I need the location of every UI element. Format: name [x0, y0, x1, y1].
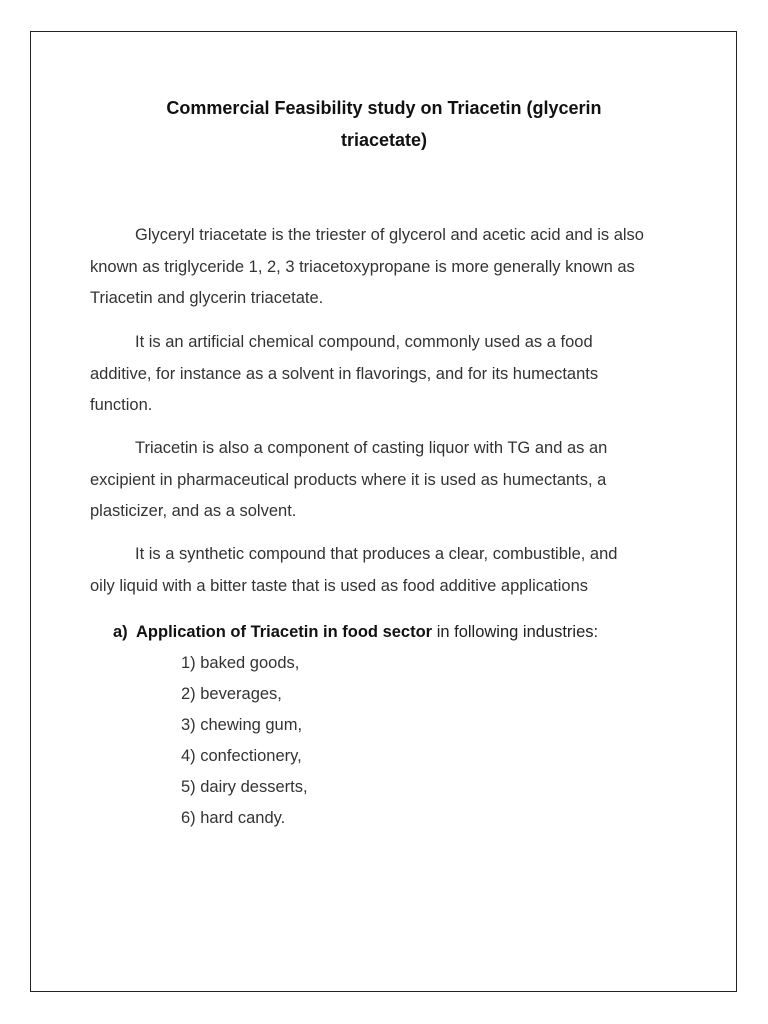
paragraph-artificial-compound	[90, 327, 690, 422]
paragraph-line: Glyceryl triacetate is the triester of glycerol and acetic acid and is also	[135, 226, 644, 244]
paragraph-line: excipient in pharmaceutical products where it is used as humectants, a	[90, 470, 607, 489]
document-title	[0, 92, 768, 156]
paragraph-line: known as triglyceride 1, 2, 3 triacetoxypropane is more generally known as	[90, 257, 635, 276]
paragraph-casting-liquor	[90, 433, 690, 528]
section-a-heading-rest: in following industries:	[432, 623, 599, 641]
paragraph-intro	[90, 220, 690, 315]
paragraph-line: Triacetin is also a component of casting liquor with TG and as an	[135, 439, 608, 457]
paragraph-line: Triacetin and glycerin triacetate.	[90, 289, 324, 307]
list-item: 1) baked goods,	[181, 654, 300, 672]
paragraph-line: oily liquid with a bitter taste that is used as food additive applications	[90, 576, 589, 595]
paragraph-line: It is a synthetic compound that produces a clear, combustible, and	[135, 545, 618, 563]
section-a-heading-bold: Application of Triacetin in food sector	[136, 623, 433, 641]
section-a-marker: a)	[113, 623, 128, 641]
paragraph-synthetic-compound	[90, 539, 690, 602]
list-item: 6) hard candy.	[181, 809, 286, 827]
paragraph-line: additive, for instance as a solvent in flavorings, and for its humectants	[90, 364, 599, 383]
paragraph-line: function.	[90, 396, 153, 414]
paragraph-line: It is an artificial chemical compound, commonly used as a food	[135, 333, 593, 351]
list-item: 3) chewing gum,	[181, 716, 303, 734]
list-item: 2) beverages,	[181, 685, 282, 703]
list-item: 5) dairy desserts,	[181, 778, 308, 796]
list-item: 4) confectionery,	[181, 747, 302, 765]
food-industries-list	[181, 648, 308, 834]
title-line-1: Commercial Feasibility study on Triacetin (glycerin	[166, 98, 602, 118]
title-line-2: triacetate)	[340, 130, 428, 150]
section-a-heading	[113, 617, 598, 648]
paragraph-line: plasticizer, and as a solvent.	[90, 502, 297, 520]
